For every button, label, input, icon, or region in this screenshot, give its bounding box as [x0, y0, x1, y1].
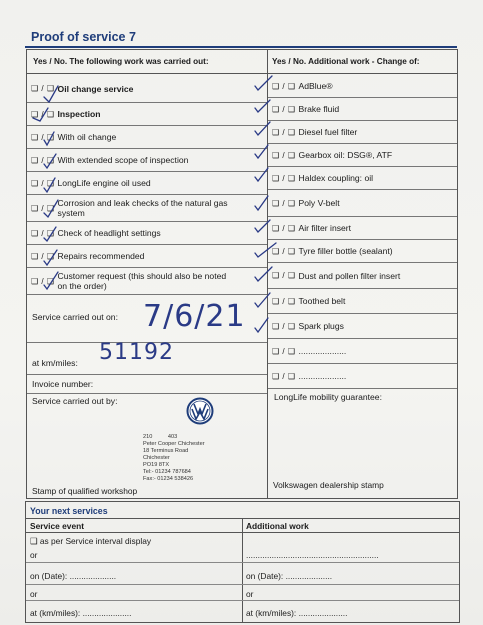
right-row-gearbox-oil: [268, 144, 457, 167]
service-date-handwritten: 7/6/21: [143, 299, 246, 334]
left-row-oil-change: [27, 75, 267, 103]
yes-no-checkbox[interactable]: ❑ / ❑: [272, 173, 296, 183]
yes-no-checkbox[interactable]: ❑ / ❑: [272, 271, 296, 280]
right-header: Yes / No. Additional work - Change of:: [268, 50, 457, 74]
yes-no-checkbox[interactable]: ❑ / ❑: [272, 198, 296, 208]
item-label: AdBlue®: [298, 81, 333, 91]
column-divider: [242, 518, 243, 622]
on-date-field[interactable]: on (Date): ....................: [30, 571, 117, 581]
invoice-row: [27, 375, 267, 394]
invoice-label: Invoice number:: [32, 379, 94, 389]
divider: [26, 584, 459, 585]
yes-no-checkbox[interactable]: ❑ / ❑: [272, 127, 296, 137]
additional-work-header: Additional work: [246, 521, 309, 531]
item-label: Gearbox oil: DSG®, ATF: [298, 150, 393, 160]
km-field[interactable]: at (km/miles): .....................: [30, 608, 132, 618]
left-row-inspection: [27, 103, 267, 126]
divider: [26, 532, 459, 533]
left-row-with-oil-change: [27, 126, 267, 149]
yes-no-checkbox[interactable]: ❑ / ❑: [272, 150, 296, 160]
right-row-spark-plugs: [268, 314, 457, 339]
km-field-right[interactable]: at (km/miles): .....................: [246, 608, 348, 618]
stamp-tel: Tel:- 01234 787684: [143, 469, 191, 475]
yes-no-checkbox[interactable]: ❑ / ❑: [31, 276, 55, 286]
yes-no-checkbox[interactable]: ❑ / ❑: [272, 81, 296, 91]
right-row-diesel-filter: [268, 121, 457, 144]
yes-no-checkbox[interactable]: ❑ / ❑: [31, 109, 55, 119]
item-label: Brake fluid: [298, 104, 340, 114]
right-row-blank-1: [268, 339, 457, 364]
yes-no-checkbox[interactable]: ❑ / ❑: [31, 228, 55, 238]
item-label: Air filter insert: [298, 223, 352, 233]
yes-no-checkbox[interactable]: ❑ / ❑: [272, 223, 296, 233]
right-row-poly-v-belt: [268, 190, 457, 217]
item-label: Diesel fuel filter: [298, 127, 358, 137]
km-handwritten: 51192: [99, 340, 174, 365]
item-label: Check of headlight settings: [57, 228, 161, 238]
vw-logo-icon: [186, 397, 214, 425]
item-label: Customer request (this should also be noted on the order): [57, 271, 227, 291]
left-row-customer-request: [27, 268, 267, 295]
stamp-town: Chichester: [143, 455, 170, 461]
yes-no-checkbox[interactable]: ❑ / ❑: [31, 251, 55, 261]
right-row-tyre-filler: [268, 240, 457, 263]
yes-no-checkbox[interactable]: ❑ / ❑: [272, 246, 296, 256]
left-header: Yes / No. The following work was carried out:: [27, 50, 267, 74]
left-row-repairs: [27, 245, 267, 268]
yes-no-checkbox[interactable]: ❑ / ❑: [31, 155, 55, 165]
km-label: at km/miles:: [32, 358, 78, 368]
carried-out-by-label: Service carried out by:: [32, 396, 118, 406]
page-title: Proof of service 7: [31, 30, 136, 44]
on-date-field-right[interactable]: on (Date): ....................: [246, 571, 333, 581]
item-label: Haldex coupling: oil: [298, 173, 374, 183]
right-row-haldex: [268, 167, 457, 190]
right-row-brake-fluid: [268, 98, 457, 121]
right-row-adblue: [268, 75, 457, 98]
title-rule: [25, 46, 457, 48]
item-label: Corrosion and leak checks of the natural gas system: [57, 198, 228, 218]
interval-display-option[interactable]: ❑ as per Service interval display: [30, 536, 152, 546]
item-label: ....................: [298, 346, 347, 356]
item-label: Oil change service: [57, 83, 134, 94]
left-row-extended-scope: [27, 149, 267, 172]
next-services-table: [25, 501, 460, 623]
yes-no-checkbox[interactable]: ❑ / ❑: [272, 321, 296, 331]
item-label: With extended scope of inspection: [57, 155, 189, 165]
item-label: ....................: [298, 371, 347, 381]
service-event-header: Service event: [30, 521, 85, 531]
stamp-qualified-label: Stamp of qualified workshop: [32, 486, 138, 496]
left-row-longlife-oil: [27, 172, 267, 195]
yes-no-checkbox[interactable]: ❑ / ❑: [272, 346, 296, 356]
dealership-stamp-label: Volkswagen dealership stamp: [273, 480, 384, 490]
right-row-toothed-belt: [268, 289, 457, 314]
yes-no-checkbox[interactable]: ❑ / ❑: [31, 132, 55, 142]
yes-no-checkbox[interactable]: ❑ / ❑: [31, 203, 55, 213]
divider: [26, 562, 459, 563]
yes-no-checkbox[interactable]: ❑ / ❑: [272, 296, 296, 306]
next-services-title: Your next services: [30, 506, 108, 516]
additional-work-line[interactable]: .........................................................: [246, 550, 379, 560]
item-label: LongLife engine oil used: [57, 178, 151, 188]
or-label: or: [30, 550, 38, 560]
item-label: Repairs recommended: [57, 251, 145, 261]
service-date-label: Service carried out on:: [32, 312, 118, 322]
stamp-fax: Fax:- 01234 538426: [143, 476, 194, 482]
stamp-postcode: PO19 8TX: [143, 462, 170, 468]
right-row-blank-2: [268, 364, 457, 389]
right-row-air-filter: [268, 217, 457, 240]
or-label: or: [30, 589, 38, 599]
right-row-pollen-filter: [268, 263, 457, 289]
stamp-codes: 210 403: [143, 434, 178, 440]
item-label: Inspection: [57, 109, 101, 119]
yes-no-checkbox[interactable]: ❑ / ❑: [272, 104, 296, 114]
yes-no-checkbox[interactable]: ❑ / ❑: [272, 371, 296, 381]
stamp-street: 18 Terminus Road: [143, 448, 189, 454]
item-label: Tyre filler bottle (sealant): [298, 246, 393, 256]
yes-no-checkbox[interactable]: ❑ / ❑: [31, 178, 55, 188]
dealer-stamp: [143, 434, 205, 483]
left-row-headlight: [27, 222, 267, 245]
item-label: Spark plugs: [298, 321, 344, 331]
longlife-guarantee-label: LongLife mobility guarantee:: [274, 392, 382, 402]
yes-no-checkbox[interactable]: ❑ / ❑: [31, 84, 55, 93]
item-label: With oil change: [57, 132, 117, 142]
divider: [26, 600, 459, 601]
item-label: Dust and pollen filter insert: [298, 270, 401, 281]
item-label: Toothed belt: [298, 296, 346, 306]
proof-of-service-table: [26, 49, 458, 499]
item-label: Poly V-belt: [298, 198, 340, 208]
stamp-name: Peter Cooper Chichester: [143, 441, 205, 447]
left-row-gas-system: [27, 195, 267, 222]
or-label: or: [246, 589, 254, 599]
